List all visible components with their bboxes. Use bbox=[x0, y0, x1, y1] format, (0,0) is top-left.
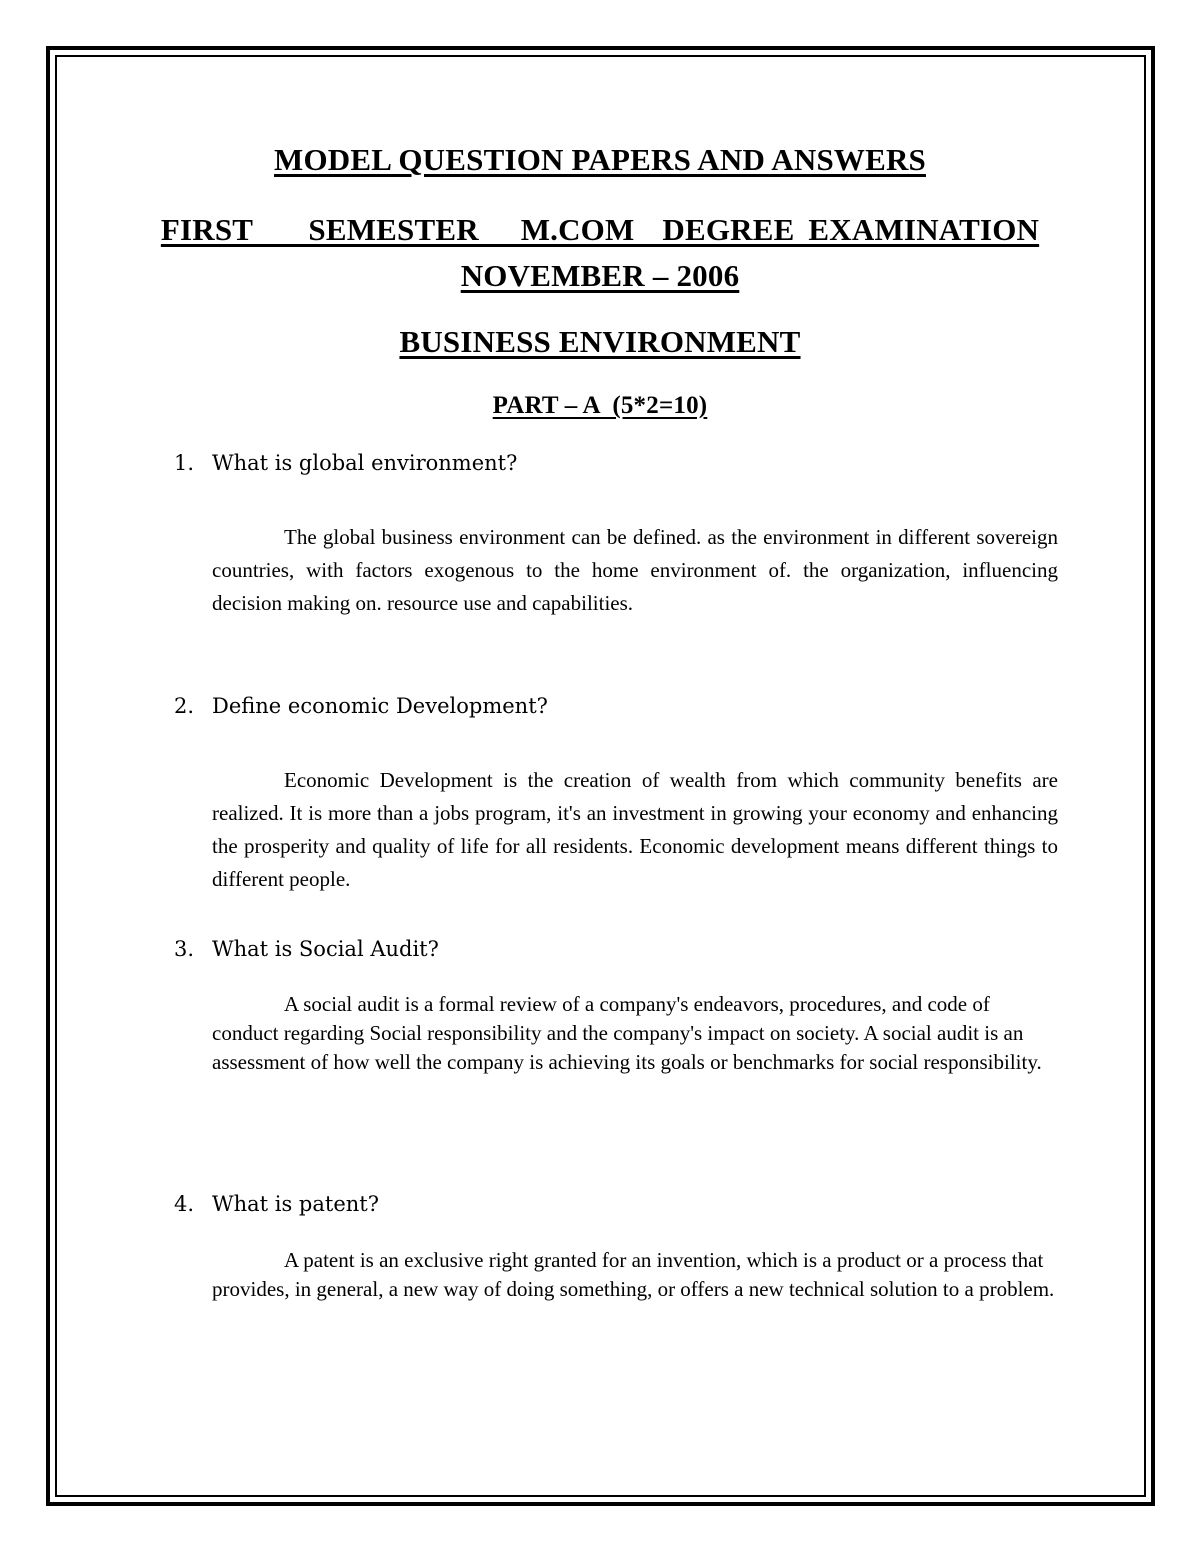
part-heading: PART – A (5*2=10) bbox=[492, 392, 708, 419]
question-text: What is global environment? bbox=[212, 451, 518, 475]
answer-2: Economic Development is the creation of wealth from which community benefits are realized. It is more than a jobs program, it's an investment in growing your economy and enhancing the prosperity and quality of life for all residents. Economic development means different things to different people. bbox=[212, 768, 1058, 891]
question-2 bbox=[174, 694, 548, 718]
question-4 bbox=[174, 1192, 379, 1216]
exam-title: FIRST SEMESTER M.COM DEGREE EXAMINATION bbox=[160, 212, 1040, 247]
question-text: Define economic Development? bbox=[212, 694, 548, 718]
question-1 bbox=[174, 451, 517, 475]
question-number: 2. bbox=[174, 694, 195, 718]
question-number: 3. bbox=[174, 937, 195, 961]
answer-3: A social audit is a formal review of a company's endeavors, procedures, and code of conduct regarding Social responsibility and the company's impact on society. A social audit is an assessment of how well the company is achieving its goals or benchmarks for social responsibility. bbox=[212, 992, 1042, 1074]
question-number: 1. bbox=[174, 451, 195, 475]
answer-4: A patent is an exclusive right granted for an invention, which is a product or a process that provides, in general, a new way of doing something, or offers a new technical solution to a problem. bbox=[212, 1248, 1055, 1301]
question-3 bbox=[174, 937, 439, 961]
question-text: What is patent? bbox=[212, 1192, 379, 1216]
exam-session: NOVEMBER – 2006 bbox=[460, 258, 740, 293]
answer-1: The global business environment can be defined. as the environment in different sovereign countries, with factors exogenous to the home environment of. the organization, influencing decision making on. resource use and capabilities. bbox=[212, 525, 1058, 615]
document-title: MODEL QUESTION PAPERS AND ANSWERS bbox=[274, 142, 926, 177]
question-text: What is Social Audit? bbox=[212, 937, 439, 961]
question-number: 4. bbox=[174, 1192, 195, 1216]
subject-title: BUSINESS ENVIRONMENT bbox=[399, 324, 801, 359]
